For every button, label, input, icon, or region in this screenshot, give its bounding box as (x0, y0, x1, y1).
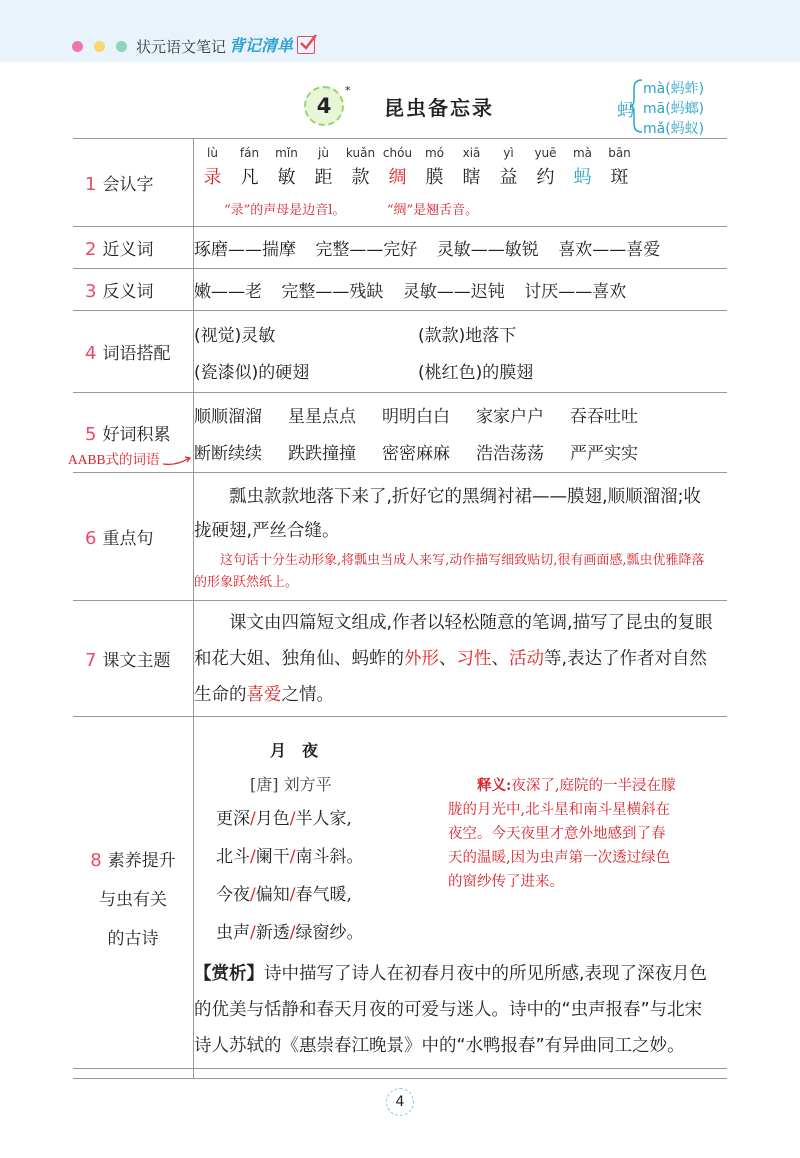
good-word: 星星点点 (288, 406, 356, 427)
brace-icon (630, 78, 644, 134)
good-word: 严严实实 (570, 443, 638, 464)
good-word: 家家户户 (476, 406, 544, 427)
page-number: 4 (386, 1088, 414, 1116)
section-row-1 (73, 139, 727, 227)
header-bar (0, 0, 800, 62)
char-item: chóu 绸 (382, 146, 413, 188)
pink-dot-icon (72, 41, 83, 52)
synonym-pair: 琢磨——揣摩 (194, 240, 296, 260)
section-label-7: 7 课文主题 (73, 601, 194, 717)
notes-table (73, 138, 727, 1079)
poem-line: 今夜/偏知/春气暖, (216, 884, 352, 905)
char-item: kuǎn 款 (345, 146, 376, 188)
section-row-4 (73, 311, 727, 393)
synonym-pair: 喜欢——喜爱 (558, 240, 661, 260)
char-item: xiā 瞎 (462, 146, 481, 188)
poem-author: [唐] 刘方平 (250, 774, 332, 794)
synonym-pair: 完整——完好 (315, 240, 418, 260)
lesson-number-badge: 4 (304, 86, 344, 126)
rhythm-slash: / (289, 884, 296, 905)
synonym-pair: 灵敏——敏锐 (436, 240, 539, 260)
theme-paragraph: 课文由四篇短文组成,作者以轻松随意的笔调,描写了昆虫的复眼和花大姐、独角仙、蚂蚱的外形、习性、活动等,表达了作者对自然生命的喜爱之情。 (194, 612, 713, 705)
yellow-dot-icon (94, 41, 105, 52)
section-content-5 (194, 393, 728, 473)
good-word: 跌跌撞撞 (288, 443, 356, 464)
poem-line: 虫声/新透/绿窗纱。 (216, 922, 364, 943)
collocation-item: (桃红色)的膜翅 (418, 362, 534, 383)
polyphone-reading-1: mà(蚂蚱) (643, 81, 705, 97)
char-item: fán 凡 (239, 146, 260, 188)
section-label-3: 3 反义词 (73, 269, 194, 311)
section-content-7 (194, 601, 728, 717)
section-content-4 (194, 311, 728, 393)
section-content-6 (194, 473, 728, 601)
polyphone-reading-2: mā(蚂螂) (643, 101, 705, 117)
highlight-habit: 习性 (456, 648, 492, 669)
aabb-annotation: AABB式的词语 (68, 448, 193, 468)
good-word: 明明白白 (382, 406, 450, 427)
antonym-pair: 灵敏——迟钝 (402, 282, 505, 302)
key-sentence: 瓢虫款款地落下来了,折好它的黑绸衬裙——膜翅,顺顺溜溜;收拢硬翅,严丝合缝。 (194, 486, 702, 541)
section-row-3 (73, 269, 727, 311)
section-label-6: 6 重点句 (73, 473, 194, 601)
rhythm-slash: / (250, 884, 256, 905)
rhythm-slash: / (250, 808, 256, 829)
char-item: bān 斑 (608, 146, 631, 188)
polyphone-reading-3: mǎ(蚂蚁) (643, 121, 705, 137)
section-label-8: 8 素养提升 与虫有关 的古诗 (73, 717, 194, 1079)
poem-appreciation: 【赏析】诗中描写了诗人在初春月夜中的所见所感,表现了深夜月色的优美与恬静和春天月夜的可爱与迷人。诗中的“虫声报春”与北宋诗人苏轼的《惠崇春江晚景》中的“水鸭报春”有异曲同工之妙。 (194, 963, 708, 1056)
section-label-2: 2 近义词 (73, 227, 194, 269)
poem-title: 月 夜 (270, 740, 319, 760)
char-item: lù 录 (203, 146, 222, 188)
key-sentence-note: 这句话十分生动形象,将瓢虫当成人来写,动作描写细致贴切,很有画面感,瓢虫优雅降落的形象跃然纸上。 (194, 552, 705, 590)
arrow-icon (163, 454, 193, 468)
section-content-2 (194, 227, 728, 269)
section-row-8 (73, 717, 727, 1079)
rhythm-slash: / (289, 846, 296, 867)
section-content-3 (194, 269, 728, 311)
section-label-1: 1 会认字 (73, 139, 194, 227)
brand-subtitle: 背记清单 (229, 36, 294, 55)
section-content-8 (194, 717, 728, 1079)
polyphone-char: 蚂 (617, 101, 634, 121)
poem-line: 北斗/阑干/南斗斜。 (216, 846, 364, 867)
antonym-pair: 讨厌——喜欢 (524, 282, 627, 302)
char-item: jù 距 (314, 146, 333, 188)
good-word: 吞吞吐吐 (570, 406, 638, 427)
footer-line (73, 1068, 727, 1069)
green-dot-icon (116, 41, 127, 52)
section-row-6 (73, 473, 727, 601)
char-item: yì 益 (499, 146, 518, 188)
good-word: 密密麻麻 (382, 443, 450, 464)
rhythm-slash: / (250, 922, 256, 943)
rhythm-slash: / (250, 846, 256, 867)
note-lu: “录”的声母是边音l。 (224, 203, 346, 218)
rhythm-slash: / (289, 808, 296, 829)
good-word: 顺顺溜溜 (194, 406, 262, 427)
char-item: yuē 约 (534, 146, 557, 188)
section-label-5: 5 好词积累 (73, 393, 194, 473)
antonym-pair: 完整——残缺 (281, 282, 384, 302)
collocation-item: (视觉)灵敏 (194, 325, 276, 346)
note-chou: “绸”是翘舌音。 (386, 203, 479, 218)
section-row-7 (73, 601, 727, 717)
char-list (194, 146, 727, 189)
char-item: mó 膜 (424, 146, 445, 188)
poem-explanation: 释义:夜深了,庭院的一半浸在朦胧的月光中,北斗星和南斗星横斜在夜空。今天夜里才意外地感到了春天的温暖,因为虫声第一次透过绿色的窗纱传了进来。 (448, 776, 676, 890)
antonym-pair: 嫩——老 (194, 282, 262, 302)
collocation-item: (款款)地落下 (418, 325, 517, 346)
char-item: mà 蚂 (572, 146, 593, 188)
highlight-activity: 活动 (509, 648, 544, 669)
collocation-item: (瓷漆似)的硬翅 (194, 362, 310, 383)
highlight-love: 喜爱 (246, 684, 282, 705)
brand-name: 状元语文笔记 (136, 38, 227, 56)
section-label-4: 4 词语搭配 (73, 311, 194, 393)
section-row-2 (73, 227, 727, 269)
lesson-star: * (345, 84, 351, 97)
good-word: 浩浩荡荡 (476, 443, 544, 464)
char-item: mǐn 敏 (275, 146, 298, 188)
rhythm-slash: / (289, 922, 296, 943)
section-content-1 (194, 139, 728, 227)
highlight-appearance: 外形 (404, 648, 439, 669)
poem-lines (216, 804, 363, 956)
lesson-title: 昆虫备忘录 (384, 96, 494, 120)
poem-line: 更深/月色/半人家, (216, 808, 352, 829)
checkmark-icon (297, 36, 315, 54)
good-word: 断断续续 (194, 443, 262, 464)
word-list (194, 402, 727, 464)
